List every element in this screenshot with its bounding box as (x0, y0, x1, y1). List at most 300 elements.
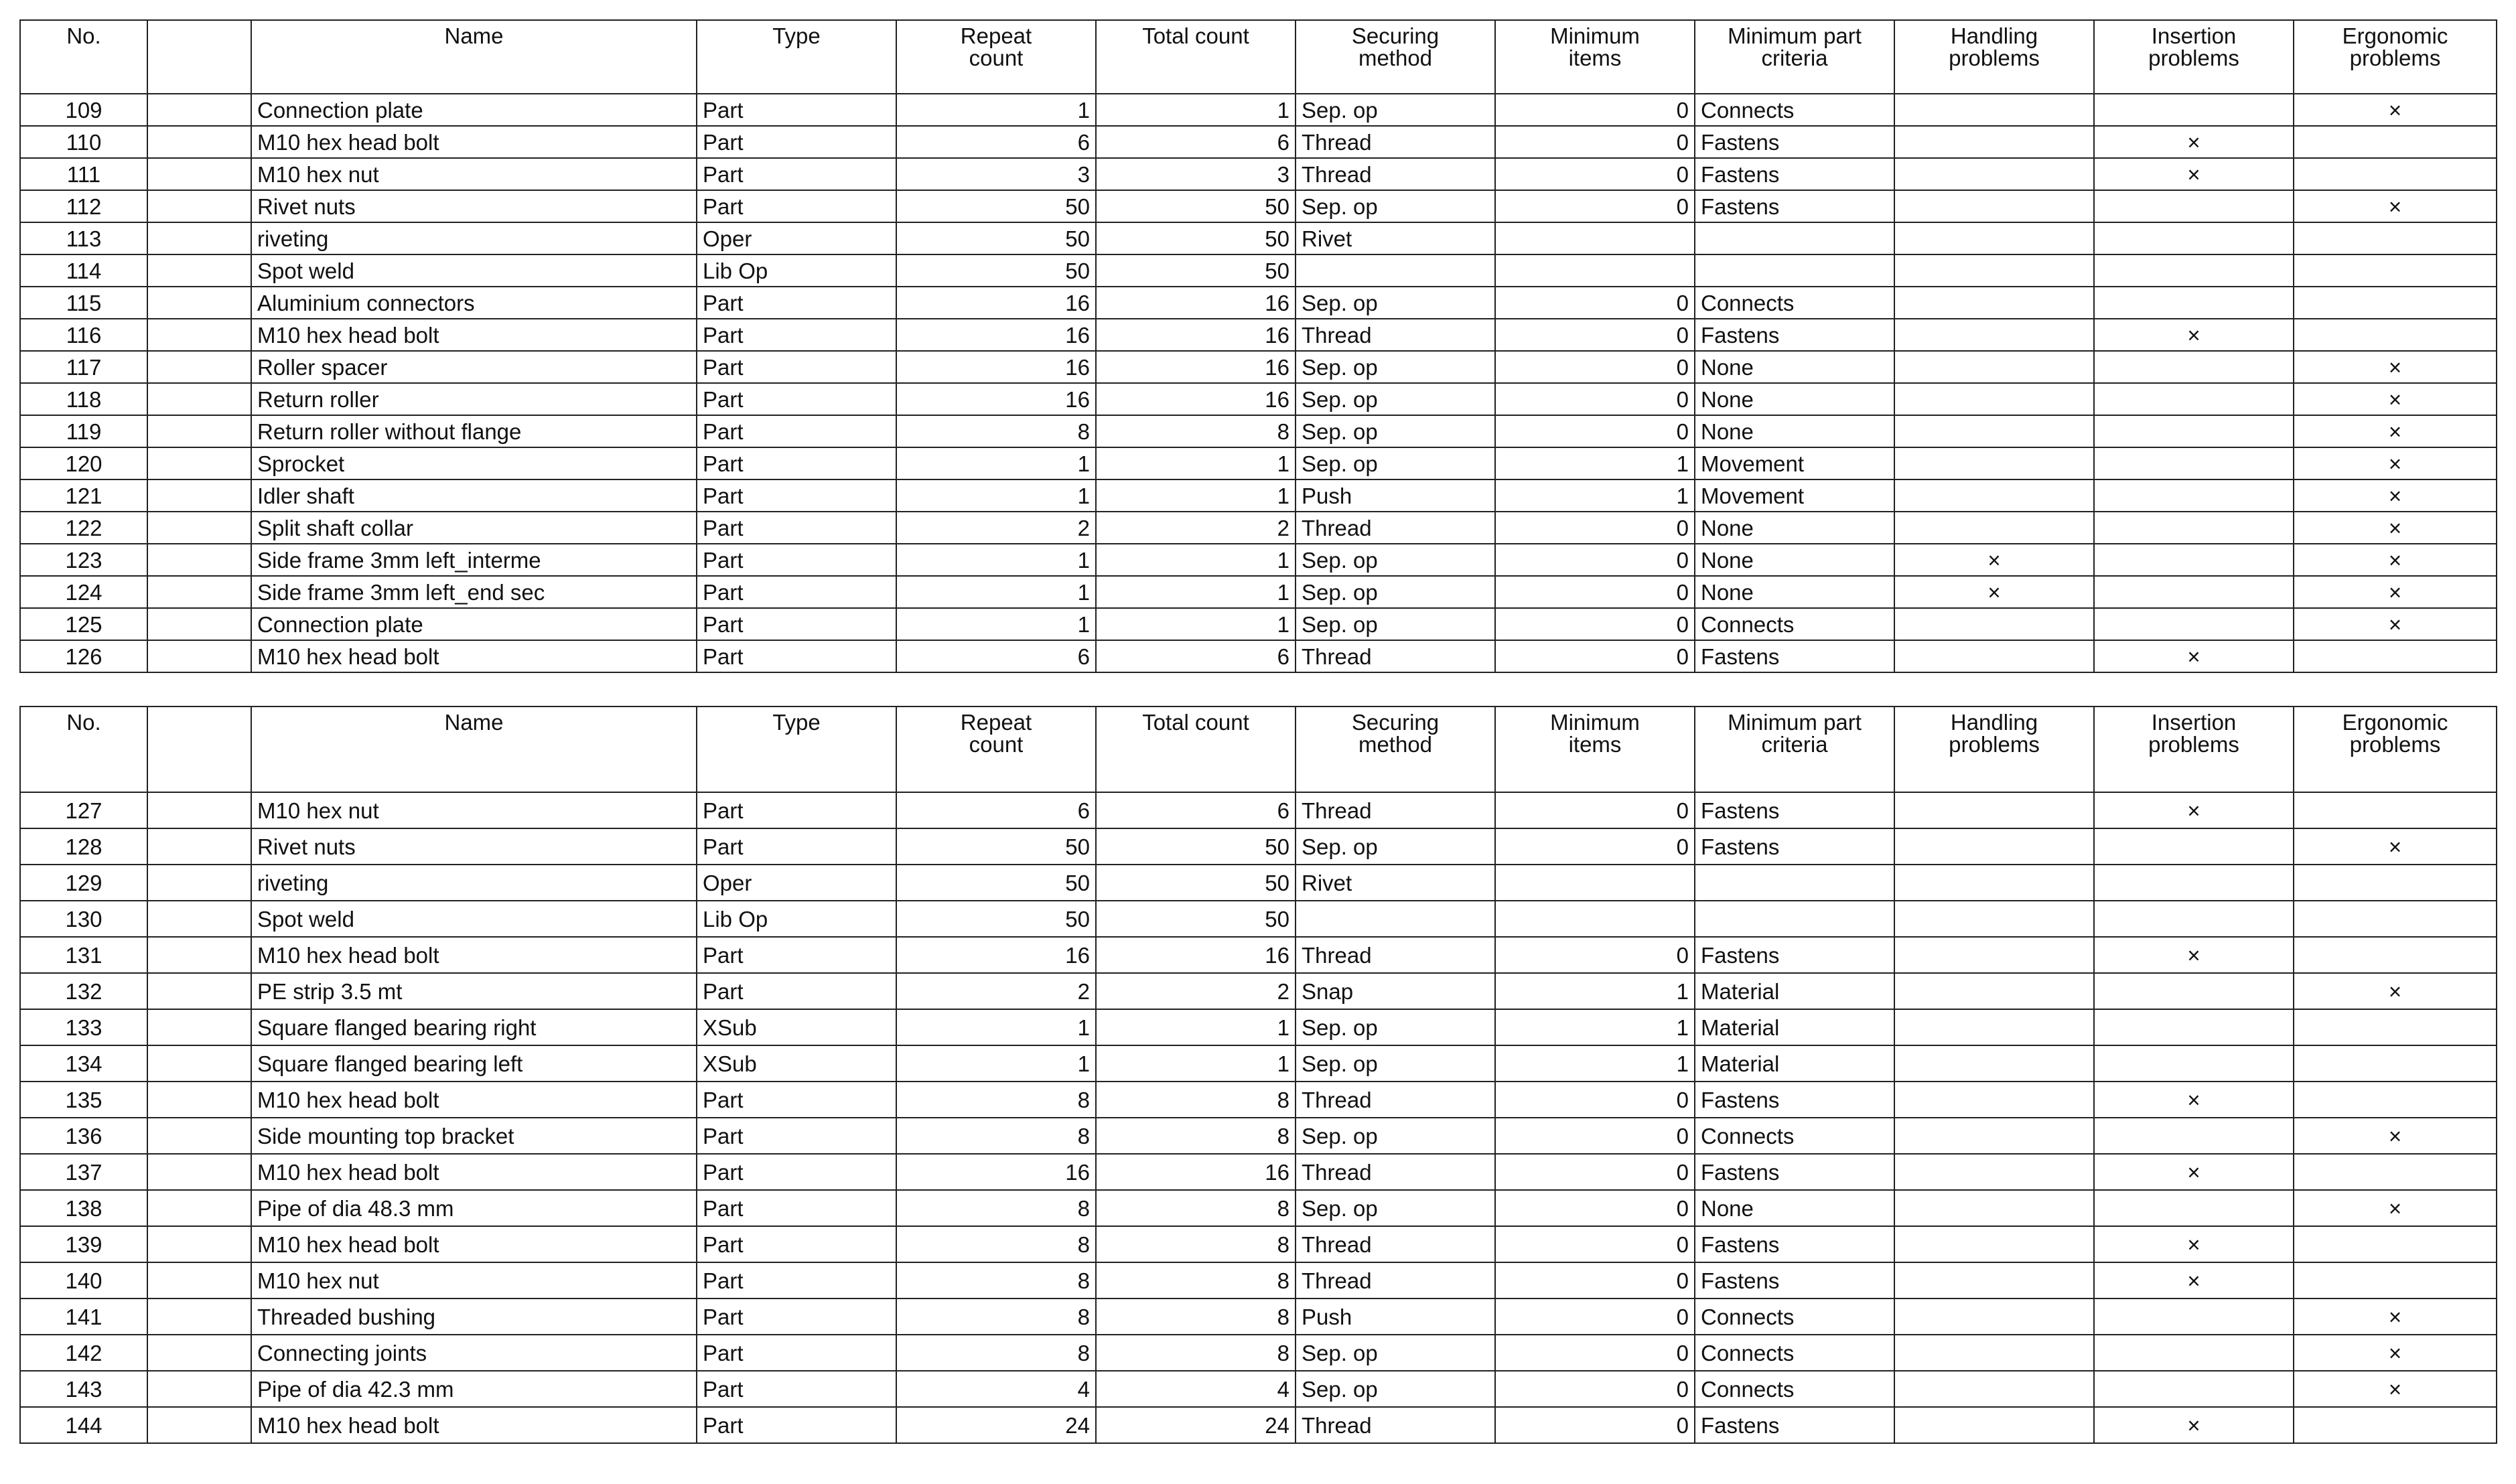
cell-insertion-problems (2094, 190, 2294, 222)
cell-type: Part (697, 1298, 896, 1335)
cell-type: Part (697, 351, 896, 383)
cell-name: Square flanged bearing left (251, 1045, 697, 1082)
cell-type: Part (697, 1226, 896, 1262)
parts-table-1 (19, 19, 2497, 673)
cell-repeat-count: 1 (896, 1045, 1096, 1082)
cell-minimum-part-criteria: Fastens (1695, 1226, 1894, 1262)
cell-ergonomic-problems (2294, 1226, 2497, 1262)
cell-minimum-items: 0 (1495, 1118, 1695, 1154)
cell-ergonomic-problems: × (2294, 1298, 2497, 1335)
cell-minimum-part-criteria: Material (1695, 1009, 1894, 1045)
cell-blank (147, 351, 251, 383)
cell-minimum-part-criteria: Fastens (1695, 937, 1894, 973)
cell-no: 130 (20, 901, 147, 937)
cell-blank (147, 1262, 251, 1298)
cell-no: 113 (20, 222, 147, 254)
cell-name: M10 hex head bolt (251, 1226, 697, 1262)
cell-handling-problems: × (1894, 576, 2094, 608)
cell-minimum-part-criteria: Fastens (1695, 792, 1894, 828)
cell-ergonomic-problems: × (2294, 544, 2497, 576)
header-minimum-part-criteria: Minimum part criteria (1695, 707, 1894, 792)
cell-minimum-part-criteria: None (1695, 351, 1894, 383)
cell-no: 116 (20, 319, 147, 351)
cell-minimum-part-criteria (1695, 901, 1894, 937)
cell-name: Aluminium connectors (251, 287, 697, 319)
table-row (20, 415, 2497, 447)
cell-type: Part (697, 94, 896, 126)
cell-no: 124 (20, 576, 147, 608)
cell-securing-method: Sep. op (1296, 94, 1495, 126)
cell-securing-method: Thread (1296, 937, 1495, 973)
cell-type: Part (697, 287, 896, 319)
cell-minimum-items: 0 (1495, 287, 1695, 319)
cell-type: Part (697, 1082, 896, 1118)
cell-minimum-part-criteria: Movement (1695, 479, 1894, 512)
cell-minimum-items: 0 (1495, 415, 1695, 447)
cell-ergonomic-problems (2294, 1154, 2497, 1190)
header-total-count: Total count (1096, 707, 1296, 792)
cell-minimum-items: 0 (1495, 828, 1695, 865)
table-row (20, 1082, 2497, 1118)
cell-repeat-count: 24 (896, 1407, 1096, 1443)
cell-no: 137 (20, 1154, 147, 1190)
cell-minimum-items: 0 (1495, 190, 1695, 222)
cell-minimum-items: 0 (1495, 126, 1695, 158)
cell-handling-problems (1894, 190, 2094, 222)
cell-no: 109 (20, 94, 147, 126)
cell-type: Part (697, 608, 896, 640)
cell-no: 136 (20, 1118, 147, 1154)
table-row (20, 1226, 2497, 1262)
table-row (20, 640, 2497, 672)
cell-securing-method: Thread (1296, 158, 1495, 190)
cell-minimum-items (1495, 865, 1695, 901)
cell-blank (147, 973, 251, 1009)
cell-repeat-count: 8 (896, 1298, 1096, 1335)
cell-handling-problems (1894, 1335, 2094, 1371)
cell-name: Return roller (251, 383, 697, 415)
cell-ergonomic-problems (2294, 792, 2497, 828)
cell-handling-problems (1894, 126, 2094, 158)
header-no: No. (20, 707, 147, 792)
cell-type: Part (697, 383, 896, 415)
cell-repeat-count: 6 (896, 640, 1096, 672)
cell-blank (147, 287, 251, 319)
cell-minimum-part-criteria (1695, 222, 1894, 254)
cell-minimum-items: 0 (1495, 1298, 1695, 1335)
cell-insertion-problems (2094, 608, 2294, 640)
cell-ergonomic-problems (2294, 287, 2497, 319)
table-row (20, 544, 2497, 576)
cell-no: 123 (20, 544, 147, 576)
cell-name: Side frame 3mm left_end sec (251, 576, 697, 608)
cell-minimum-items: 0 (1495, 1082, 1695, 1118)
cell-handling-problems (1894, 94, 2094, 126)
cell-blank (147, 608, 251, 640)
cell-handling-problems (1894, 287, 2094, 319)
cell-minimum-items: 0 (1495, 1335, 1695, 1371)
cell-minimum-items: 0 (1495, 351, 1695, 383)
cell-securing-method: Sep. op (1296, 287, 1495, 319)
cell-name: riveting (251, 865, 697, 901)
cell-no: 118 (20, 383, 147, 415)
cell-type: Part (697, 319, 896, 351)
cell-securing-method: Sep. op (1296, 351, 1495, 383)
cell-type: Part (697, 640, 896, 672)
cell-total-count: 3 (1096, 158, 1296, 190)
cell-repeat-count: 8 (896, 1190, 1096, 1226)
table-row (20, 1407, 2497, 1443)
cell-ergonomic-problems: × (2294, 576, 2497, 608)
cell-minimum-items: 0 (1495, 158, 1695, 190)
cell-minimum-part-criteria: Fastens (1695, 1082, 1894, 1118)
cell-type: Part (697, 1190, 896, 1226)
header-ergonomic-problems: Ergonomic problems (2294, 20, 2497, 94)
cell-no: 131 (20, 937, 147, 973)
cell-blank (147, 126, 251, 158)
cell-securing-method: Sep. op (1296, 383, 1495, 415)
cell-ergonomic-problems: × (2294, 94, 2497, 126)
cell-minimum-part-criteria: None (1695, 1190, 1894, 1226)
cell-minimum-items: 0 (1495, 608, 1695, 640)
cell-insertion-problems (2094, 447, 2294, 479)
cell-name: riveting (251, 222, 697, 254)
cell-handling-problems (1894, 973, 2094, 1009)
cell-blank (147, 937, 251, 973)
cell-minimum-part-criteria: None (1695, 415, 1894, 447)
header-blank (147, 707, 251, 792)
cell-handling-problems (1894, 901, 2094, 937)
cell-no: 115 (20, 287, 147, 319)
table-row (20, 1298, 2497, 1335)
cell-ergonomic-problems: × (2294, 383, 2497, 415)
table-row (20, 1190, 2497, 1226)
cell-handling-problems (1894, 319, 2094, 351)
cell-total-count: 50 (1096, 254, 1296, 287)
cell-name: M10 hex head bolt (251, 1407, 697, 1443)
table-row (20, 190, 2497, 222)
cell-repeat-count: 2 (896, 973, 1096, 1009)
cell-insertion-problems (2094, 254, 2294, 287)
cell-no: 142 (20, 1335, 147, 1371)
header-minimum-items: Minimum items (1495, 20, 1695, 94)
table-row (20, 1371, 2497, 1407)
cell-name: Roller spacer (251, 351, 697, 383)
cell-securing-method: Rivet (1296, 222, 1495, 254)
cell-securing-method: Push (1296, 479, 1495, 512)
cell-minimum-part-criteria: Connects (1695, 608, 1894, 640)
cell-blank (147, 222, 251, 254)
cell-securing-method (1296, 901, 1495, 937)
header-no: No. (20, 20, 147, 94)
cell-blank (147, 254, 251, 287)
cell-minimum-items: 0 (1495, 1190, 1695, 1226)
table-row (20, 383, 2497, 415)
header-blank (147, 20, 251, 94)
cell-ergonomic-problems (2294, 937, 2497, 973)
cell-handling-problems (1894, 1407, 2094, 1443)
table-row (20, 254, 2497, 287)
cell-repeat-count: 16 (896, 351, 1096, 383)
cell-total-count: 6 (1096, 792, 1296, 828)
cell-minimum-items: 0 (1495, 937, 1695, 973)
cell-type: Part (697, 1407, 896, 1443)
cell-total-count: 16 (1096, 351, 1296, 383)
cell-insertion-problems (2094, 351, 2294, 383)
cell-blank (147, 158, 251, 190)
cell-ergonomic-problems (2294, 901, 2497, 937)
cell-no: 138 (20, 1190, 147, 1226)
cell-name: Pipe of dia 42.3 mm (251, 1371, 697, 1407)
cell-ergonomic-problems (2294, 1045, 2497, 1082)
cell-no: 119 (20, 415, 147, 447)
cell-securing-method: Sep. op (1296, 1371, 1495, 1407)
cell-repeat-count: 8 (896, 1262, 1096, 1298)
table-row (20, 319, 2497, 351)
header-minimum-part-criteria: Minimum part criteria (1695, 20, 1894, 94)
table-row (20, 1154, 2497, 1190)
cell-no: 128 (20, 828, 147, 865)
cell-insertion-problems (2094, 1045, 2294, 1082)
cell-insertion-problems: × (2094, 1262, 2294, 1298)
cell-ergonomic-problems (2294, 1407, 2497, 1443)
cell-securing-method: Sep. op (1296, 608, 1495, 640)
cell-handling-problems (1894, 1226, 2094, 1262)
cell-type: Part (697, 1118, 896, 1154)
cell-repeat-count: 1 (896, 94, 1096, 126)
cell-handling-problems: × (1894, 544, 2094, 576)
cell-minimum-part-criteria: Fastens (1695, 828, 1894, 865)
cell-total-count: 16 (1096, 937, 1296, 973)
cell-name: M10 hex head bolt (251, 126, 697, 158)
cell-ergonomic-problems (2294, 222, 2497, 254)
cell-total-count: 6 (1096, 126, 1296, 158)
header-handling-problems: Handling problems (1894, 20, 2094, 94)
cell-no: 129 (20, 865, 147, 901)
cell-blank (147, 1009, 251, 1045)
table-row (20, 158, 2497, 190)
cell-ergonomic-problems: × (2294, 415, 2497, 447)
cell-repeat-count: 6 (896, 126, 1096, 158)
cell-minimum-part-criteria: Fastens (1695, 190, 1894, 222)
cell-minimum-items: 0 (1495, 1226, 1695, 1262)
cell-ergonomic-problems (2294, 126, 2497, 158)
cell-repeat-count: 50 (896, 901, 1096, 937)
cell-blank (147, 479, 251, 512)
cell-blank (147, 1371, 251, 1407)
cell-total-count: 8 (1096, 1298, 1296, 1335)
cell-handling-problems (1894, 1045, 2094, 1082)
table-header-row (20, 707, 2497, 792)
cell-no: 121 (20, 479, 147, 512)
cell-minimum-part-criteria: Connects (1695, 1371, 1894, 1407)
cell-insertion-problems (2094, 865, 2294, 901)
cell-ergonomic-problems: × (2294, 973, 2497, 1009)
cell-minimum-part-criteria: Connects (1695, 1118, 1894, 1154)
cell-type: Part (697, 828, 896, 865)
cell-blank (147, 901, 251, 937)
cell-name: Connecting joints (251, 1335, 697, 1371)
cell-insertion-problems: × (2094, 126, 2294, 158)
cell-minimum-part-criteria: Fastens (1695, 1407, 1894, 1443)
cell-name: Split shaft collar (251, 512, 697, 544)
cell-blank (147, 865, 251, 901)
cell-insertion-problems (2094, 1009, 2294, 1045)
cell-securing-method: Rivet (1296, 865, 1495, 901)
cell-ergonomic-problems (2294, 1262, 2497, 1298)
cell-minimum-part-criteria: Material (1695, 973, 1894, 1009)
cell-minimum-items: 0 (1495, 1407, 1695, 1443)
cell-blank (147, 1118, 251, 1154)
table-row (20, 792, 2497, 828)
cell-total-count: 8 (1096, 1262, 1296, 1298)
cell-name: Spot weld (251, 254, 697, 287)
table-row (20, 1335, 2497, 1371)
table-row (20, 512, 2497, 544)
cell-name: Rivet nuts (251, 190, 697, 222)
cell-no: 120 (20, 447, 147, 479)
cell-repeat-count: 50 (896, 190, 1096, 222)
cell-insertion-problems: × (2094, 1082, 2294, 1118)
cell-name: PE strip 3.5 mt (251, 973, 697, 1009)
cell-insertion-problems (2094, 287, 2294, 319)
cell-ergonomic-problems (2294, 1009, 2497, 1045)
cell-minimum-items: 0 (1495, 1371, 1695, 1407)
table-row (20, 901, 2497, 937)
cell-insertion-problems: × (2094, 937, 2294, 973)
cell-blank (147, 1335, 251, 1371)
cell-insertion-problems (2094, 222, 2294, 254)
cell-no: 114 (20, 254, 147, 287)
cell-ergonomic-problems: × (2294, 447, 2497, 479)
cell-handling-problems (1894, 415, 2094, 447)
cell-minimum-items: 0 (1495, 94, 1695, 126)
cell-no: 144 (20, 1407, 147, 1443)
cell-no: 134 (20, 1045, 147, 1082)
header-handling-problems: Handling problems (1894, 707, 2094, 792)
cell-handling-problems (1894, 1190, 2094, 1226)
cell-repeat-count: 2 (896, 512, 1096, 544)
table-row (20, 1009, 2497, 1045)
cell-minimum-items: 1 (1495, 479, 1695, 512)
cell-name: M10 hex head bolt (251, 1154, 697, 1190)
cell-minimum-part-criteria: Fastens (1695, 126, 1894, 158)
cell-ergonomic-problems (2294, 1082, 2497, 1118)
cell-no: 111 (20, 158, 147, 190)
table-row (20, 937, 2497, 973)
cell-total-count: 16 (1096, 1154, 1296, 1190)
cell-securing-method: Thread (1296, 319, 1495, 351)
cell-repeat-count: 4 (896, 1371, 1096, 1407)
cell-name: Square flanged bearing right (251, 1009, 697, 1045)
cell-no: 133 (20, 1009, 147, 1045)
cell-securing-method: Thread (1296, 512, 1495, 544)
table-row (20, 1262, 2497, 1298)
cell-repeat-count: 50 (896, 222, 1096, 254)
cell-repeat-count: 50 (896, 865, 1096, 901)
cell-insertion-problems: × (2094, 640, 2294, 672)
cell-ergonomic-problems: × (2294, 608, 2497, 640)
cell-name: Idler shaft (251, 479, 697, 512)
cell-total-count: 1 (1096, 479, 1296, 512)
cell-ergonomic-problems (2294, 254, 2497, 287)
cell-minimum-part-criteria: Connects (1695, 1298, 1894, 1335)
cell-handling-problems (1894, 1154, 2094, 1190)
header-type: Type (697, 20, 896, 94)
header-type: Type (697, 707, 896, 792)
cell-total-count: 1 (1096, 576, 1296, 608)
cell-blank (147, 1407, 251, 1443)
cell-blank (147, 319, 251, 351)
cell-minimum-items: 0 (1495, 544, 1695, 576)
cell-type: Part (697, 415, 896, 447)
cell-no: 110 (20, 126, 147, 158)
cell-securing-method: Thread (1296, 1082, 1495, 1118)
cell-minimum-items: 1 (1495, 973, 1695, 1009)
cell-minimum-items: 0 (1495, 792, 1695, 828)
cell-type: Part (697, 190, 896, 222)
cell-repeat-count: 16 (896, 319, 1096, 351)
cell-name: M10 hex head bolt (251, 1082, 697, 1118)
cell-repeat-count: 16 (896, 937, 1096, 973)
cell-type: Part (697, 576, 896, 608)
cell-total-count: 4 (1096, 1371, 1296, 1407)
cell-total-count: 50 (1096, 901, 1296, 937)
table-row (20, 1045, 2497, 1082)
cell-blank (147, 94, 251, 126)
cell-minimum-items: 0 (1495, 383, 1695, 415)
header-insertion-problems: Insertion problems (2094, 707, 2294, 792)
cell-insertion-problems: × (2094, 1154, 2294, 1190)
cell-securing-method (1296, 254, 1495, 287)
cell-minimum-items: 0 (1495, 1262, 1695, 1298)
cell-repeat-count: 3 (896, 158, 1096, 190)
header-name: Name (251, 20, 697, 94)
cell-total-count: 8 (1096, 415, 1296, 447)
cell-total-count: 8 (1096, 1190, 1296, 1226)
cell-securing-method: Thread (1296, 1262, 1495, 1298)
cell-handling-problems (1894, 1262, 2094, 1298)
cell-no: 117 (20, 351, 147, 383)
cell-insertion-problems: × (2094, 1226, 2294, 1262)
cell-insertion-problems (2094, 94, 2294, 126)
cell-name: M10 hex head bolt (251, 937, 697, 973)
cell-insertion-problems (2094, 901, 2294, 937)
cell-minimum-part-criteria: Connects (1695, 94, 1894, 126)
table-body (20, 94, 2497, 672)
cell-ergonomic-problems (2294, 640, 2497, 672)
cell-handling-problems (1894, 512, 2094, 544)
cell-handling-problems (1894, 1009, 2094, 1045)
cell-ergonomic-problems: × (2294, 1371, 2497, 1407)
cell-type: Lib Op (697, 254, 896, 287)
header-total-count: Total count (1096, 20, 1296, 94)
cell-repeat-count: 1 (896, 479, 1096, 512)
cell-name: M10 hex head bolt (251, 640, 697, 672)
cell-repeat-count: 16 (896, 1154, 1096, 1190)
cell-total-count: 16 (1096, 319, 1296, 351)
cell-name: Connection plate (251, 94, 697, 126)
table-row (20, 1118, 2497, 1154)
cell-total-count: 1 (1096, 94, 1296, 126)
cell-insertion-problems (2094, 973, 2294, 1009)
cell-name: M10 hex head bolt (251, 319, 697, 351)
cell-repeat-count: 1 (896, 608, 1096, 640)
header-repeat-count: Repeat count (896, 20, 1096, 94)
cell-type: Lib Op (697, 901, 896, 937)
cell-minimum-items: 1 (1495, 1045, 1695, 1082)
cell-blank (147, 1226, 251, 1262)
